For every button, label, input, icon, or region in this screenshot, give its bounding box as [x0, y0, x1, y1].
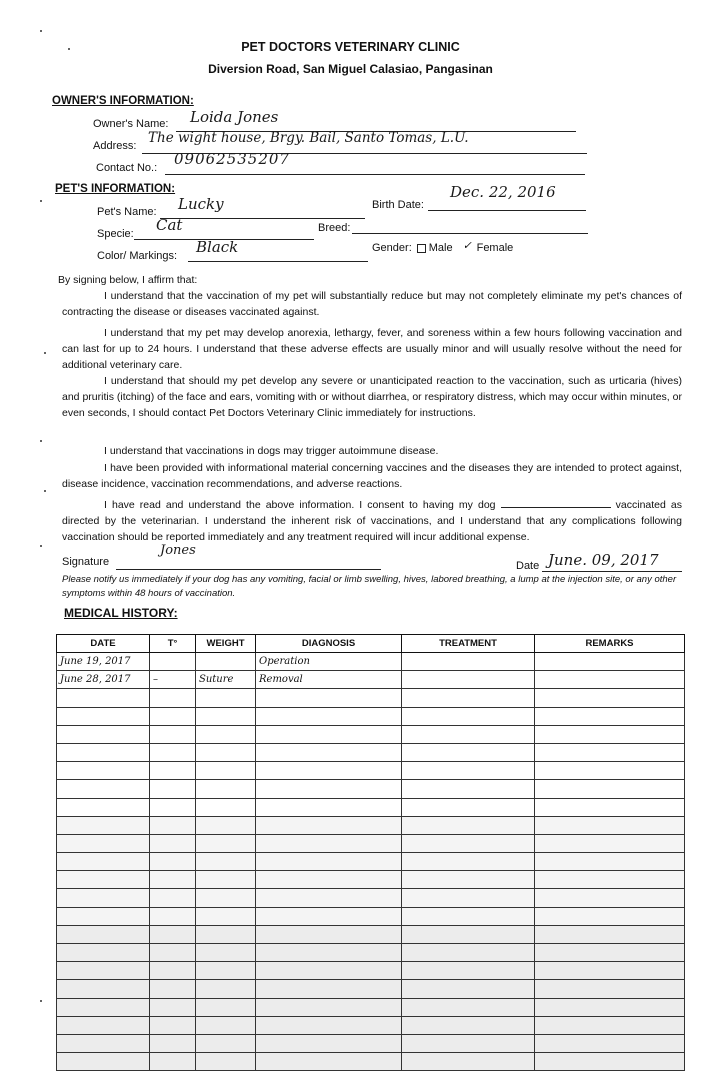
cell-temperature[interactable] — [150, 925, 196, 943]
scan-speck — [40, 200, 42, 202]
cell-diagnosis[interactable] — [256, 780, 402, 798]
cell-date[interactable] — [57, 889, 150, 907]
scan-speck — [40, 30, 42, 32]
cell-remarks[interactable] — [535, 816, 685, 834]
color-label: Color/ Markings: — [97, 250, 178, 262]
consent-paragraph-4: I understand that vaccinations in dogs may trigger autoimmune disease. — [104, 445, 439, 457]
cell-diagnosis[interactable] — [256, 1034, 402, 1052]
scan-speck — [44, 352, 46, 354]
cell-remarks[interactable] — [535, 1034, 685, 1052]
cell-temperature[interactable] — [150, 944, 196, 962]
cell-treatment[interactable] — [402, 998, 535, 1016]
pet-name-label: Pet's Name: — [97, 206, 157, 218]
color-line — [188, 261, 368, 262]
cell-treatment[interactable] — [402, 798, 535, 816]
cell-date[interactable] — [57, 762, 150, 780]
cell-remarks[interactable] — [535, 925, 685, 943]
consent-paragraph-6 — [62, 497, 682, 545]
cell-weight[interactable] — [196, 689, 256, 707]
consent-intro: By signing below, I affirm that: — [58, 274, 198, 286]
cell-weight[interactable] — [196, 1034, 256, 1052]
clinic-address: Diversion Road, San Miguel Calasiao, Pangasinan — [208, 62, 493, 76]
cell-diagnosis[interactable] — [256, 907, 402, 925]
owner-name-label: Owner's Name: — [93, 118, 169, 130]
date-label: Date — [516, 560, 540, 572]
signature-label: Signature — [62, 556, 110, 568]
notice-text: Please notify us immediately if your dog has any vomiting, facial or limb swelling, hives, labored breathing, a lump at the injection site, or any other symptoms within 48 hours of vaccination. — [62, 574, 677, 599]
cell-diagnosis[interactable] — [256, 1016, 402, 1034]
signature-value[interactable]: Jones — [160, 543, 196, 558]
cell-temperature[interactable] — [150, 907, 196, 925]
cell-treatment[interactable] — [402, 1053, 535, 1071]
cell-remarks[interactable] — [535, 871, 685, 889]
cell-weight[interactable] — [196, 853, 256, 871]
cell-remarks[interactable] — [535, 834, 685, 852]
cell-diagnosis[interactable] — [256, 925, 402, 943]
cell-treatment[interactable] — [402, 944, 535, 962]
cell-diagnosis[interactable] — [256, 762, 402, 780]
cell-remarks[interactable] — [535, 798, 685, 816]
cell-remarks[interactable] — [535, 762, 685, 780]
column-header-weight: WEIGHT — [196, 635, 256, 653]
table-row — [57, 962, 685, 980]
date-line — [542, 571, 682, 572]
cell-treatment[interactable] — [402, 871, 535, 889]
cell-remarks[interactable] — [535, 1053, 685, 1071]
female-check-mark[interactable]: ✓ — [462, 240, 472, 252]
contact-value[interactable]: 09062535207 — [174, 150, 290, 168]
cell-treatment[interactable] — [402, 671, 535, 689]
cell-temperature[interactable] — [150, 1016, 196, 1034]
table-row — [57, 980, 685, 998]
cell-weight[interactable] — [196, 762, 256, 780]
scan-speck — [40, 1000, 42, 1002]
cell-temperature[interactable] — [150, 743, 196, 761]
cell-remarks[interactable] — [535, 689, 685, 707]
male-label: Male — [428, 242, 453, 254]
cell-treatment[interactable] — [402, 1016, 535, 1034]
consent-paragraph-1: I understand that the vaccination of my pet will substantially reduce but may not completely eliminate my pet's chances of contracting the disease or diseases vaccinated against. — [62, 290, 682, 318]
cell-weight[interactable] — [196, 889, 256, 907]
cell-weight[interactable] — [196, 653, 256, 671]
table-row — [57, 780, 685, 798]
cell-diagnosis[interactable] — [256, 871, 402, 889]
table-row — [57, 889, 685, 907]
table-header-row — [57, 635, 685, 653]
cell-diagnosis[interactable] — [256, 743, 402, 761]
cell-date[interactable] — [57, 743, 150, 761]
cell-temperature[interactable] — [150, 780, 196, 798]
color-value[interactable]: Black — [196, 238, 239, 256]
dog-name-blank[interactable] — [501, 497, 611, 508]
cell-weight[interactable] — [196, 998, 256, 1016]
cell-weight[interactable] — [196, 1016, 256, 1034]
table-row — [57, 671, 685, 689]
cell-weight[interactable]: Suture — [196, 671, 256, 689]
cell-temperature[interactable] — [150, 762, 196, 780]
cell-date[interactable] — [57, 944, 150, 962]
table-row — [57, 762, 685, 780]
cell-diagnosis[interactable] — [256, 998, 402, 1016]
cell-date[interactable] — [57, 816, 150, 834]
cell-diagnosis[interactable] — [256, 816, 402, 834]
cell-date[interactable]: June 19, 2017 — [57, 653, 150, 671]
cell-remarks[interactable] — [535, 707, 685, 725]
cell-weight[interactable] — [196, 944, 256, 962]
cell-remarks[interactable] — [535, 889, 685, 907]
contact-line — [165, 174, 585, 175]
cell-treatment[interactable] — [402, 762, 535, 780]
scan-speck — [40, 545, 42, 547]
signature-line — [116, 569, 381, 570]
owner-name-value[interactable]: Loida Jones — [190, 108, 279, 126]
cell-date[interactable] — [57, 907, 150, 925]
cell-remarks[interactable] — [535, 962, 685, 980]
cell-temperature[interactable] — [150, 707, 196, 725]
cell-remarks[interactable] — [535, 944, 685, 962]
table-row — [57, 725, 685, 743]
cell-date[interactable] — [57, 1053, 150, 1071]
cell-remarks[interactable] — [535, 980, 685, 998]
cell-treatment[interactable] — [402, 834, 535, 852]
cell-weight[interactable] — [196, 816, 256, 834]
birth-date-label: Birth Date: — [372, 199, 424, 211]
table-row — [57, 743, 685, 761]
cell-remarks[interactable] — [535, 725, 685, 743]
cell-diagnosis[interactable] — [256, 889, 402, 907]
cell-date[interactable] — [57, 998, 150, 1016]
medical-section-title: MEDICAL HISTORY: — [64, 606, 178, 620]
pet-name-line — [160, 218, 365, 219]
cell-treatment[interactable] — [402, 780, 535, 798]
cell-treatment[interactable] — [402, 853, 535, 871]
specie-value[interactable]: Cat — [156, 216, 183, 234]
cell-date[interactable] — [57, 962, 150, 980]
cell-date[interactable]: June 28, 2017 — [57, 671, 150, 689]
cell-weight[interactable] — [196, 798, 256, 816]
cell-diagnosis[interactable]: Removal — [256, 671, 402, 689]
pet-section-title: PET'S INFORMATION: — [55, 183, 176, 195]
date-value[interactable]: June. 09, 2017 — [548, 551, 659, 569]
cell-diagnosis[interactable] — [256, 1053, 402, 1071]
cell-weight[interactable] — [196, 1053, 256, 1071]
consent-paragraph-5: I have been provided with informational material concerning vaccines and the diseases they are intended to protect against, disease incidence, vaccination recommendations, and adverse reactions. — [62, 462, 682, 490]
scan-speck — [44, 490, 46, 492]
cell-date[interactable] — [57, 798, 150, 816]
table-row — [57, 653, 685, 671]
cell-remarks[interactable] — [535, 1016, 685, 1034]
table-row — [57, 798, 685, 816]
cell-date[interactable] — [57, 1034, 150, 1052]
breed-label: Breed: — [318, 222, 351, 234]
column-header-treatment: TREATMENT — [402, 635, 535, 653]
cell-diagnosis[interactable] — [256, 962, 402, 980]
birth-date-line — [428, 210, 586, 211]
consent-p6-end: vaccinated as directed by the veterinarian. I understand the inherent risk of vaccinations, and I understand that any complications following vaccination should be reported immediately and any treatment required will incur additional expense. — [62, 499, 682, 543]
cell-weight[interactable] — [196, 871, 256, 889]
medical-history-table — [56, 634, 685, 1071]
cell-date[interactable] — [57, 689, 150, 707]
column-header-remarks: REMARKS — [535, 635, 685, 653]
cell-treatment[interactable] — [402, 689, 535, 707]
scan-speck — [40, 440, 42, 442]
owner-section-title: OWNER'S INFORMATION: — [52, 95, 194, 107]
cell-weight[interactable] — [196, 743, 256, 761]
cell-weight[interactable] — [196, 725, 256, 743]
cell-treatment[interactable] — [402, 962, 535, 980]
table-row — [57, 1034, 685, 1052]
cell-treatment[interactable] — [402, 743, 535, 761]
cell-temperature[interactable] — [150, 816, 196, 834]
cell-diagnosis[interactable] — [256, 725, 402, 743]
cell-temperature[interactable] — [150, 962, 196, 980]
table-row — [57, 853, 685, 871]
cell-date[interactable] — [57, 925, 150, 943]
clinic-name: PET DOCTORS VETERINARY CLINIC — [241, 40, 460, 54]
pet-name-value[interactable]: Lucky — [178, 195, 224, 213]
cell-weight[interactable] — [196, 780, 256, 798]
consent-p6-start: I have read and understand the above information. I consent to having my dog — [104, 499, 496, 511]
cell-treatment[interactable] — [402, 889, 535, 907]
cell-remarks[interactable] — [535, 671, 685, 689]
cell-date[interactable] — [57, 980, 150, 998]
cell-temperature[interactable] — [150, 853, 196, 871]
cell-remarks[interactable] — [535, 653, 685, 671]
owner-address-label: Address: — [93, 140, 137, 152]
cell-diagnosis[interactable] — [256, 853, 402, 871]
table-row — [57, 944, 685, 962]
gender-group — [372, 241, 513, 254]
cell-diagnosis[interactable] — [256, 689, 402, 707]
table-row — [57, 689, 685, 707]
table-row — [57, 871, 685, 889]
cell-treatment[interactable] — [402, 816, 535, 834]
cell-temperature[interactable]: – — [150, 671, 196, 689]
cell-temperature[interactable] — [150, 980, 196, 998]
medical-history-rows — [57, 653, 685, 1071]
cell-weight[interactable] — [196, 707, 256, 725]
cell-temperature[interactable] — [150, 653, 196, 671]
table-row — [57, 834, 685, 852]
cell-temperature[interactable] — [150, 725, 196, 743]
cell-treatment[interactable] — [402, 707, 535, 725]
table-row — [57, 925, 685, 943]
cell-weight[interactable] — [196, 925, 256, 943]
cell-diagnosis[interactable] — [256, 834, 402, 852]
cell-remarks[interactable] — [535, 907, 685, 925]
column-header-date: DATE — [57, 635, 150, 653]
consent-paragraph-2: I understand that my pet may develop anorexia, lethargy, fever, and soreness within a few hours following vaccination and can last for up to 24 hours. I understand that these adverse effects are usually minor and will usually resolve without the need for additional veterinary care. — [62, 327, 682, 371]
birth-date-value[interactable]: Dec. 22, 2016 — [450, 183, 556, 201]
cell-weight[interactable] — [196, 962, 256, 980]
table-row — [57, 816, 685, 834]
table-row — [57, 907, 685, 925]
cell-date[interactable] — [57, 707, 150, 725]
cell-treatment[interactable] — [402, 980, 535, 998]
cell-temperature[interactable] — [150, 798, 196, 816]
cell-diagnosis[interactable] — [256, 944, 402, 962]
specie-label: Specie: — [97, 228, 134, 240]
cell-treatment[interactable] — [402, 1034, 535, 1052]
column-header-temperature: T° — [150, 635, 196, 653]
cell-diagnosis[interactable] — [256, 980, 402, 998]
cell-weight[interactable] — [196, 980, 256, 998]
cell-temperature[interactable] — [150, 998, 196, 1016]
cell-date[interactable] — [57, 871, 150, 889]
cell-treatment[interactable] — [402, 925, 535, 943]
cell-weight[interactable] — [196, 834, 256, 852]
breed-line — [352, 233, 588, 234]
contact-label: Contact No.: — [96, 162, 158, 174]
cell-date[interactable] — [57, 1016, 150, 1034]
cell-date[interactable] — [57, 853, 150, 871]
female-label: Female — [476, 242, 514, 254]
cell-remarks[interactable] — [535, 853, 685, 871]
cell-treatment[interactable] — [402, 907, 535, 925]
cell-weight[interactable] — [196, 907, 256, 925]
male-checkbox[interactable] — [417, 244, 426, 253]
scan-speck — [68, 48, 70, 50]
cell-temperature[interactable] — [150, 871, 196, 889]
cell-date[interactable] — [57, 834, 150, 852]
cell-remarks[interactable] — [535, 780, 685, 798]
column-header-diagnosis: DIAGNOSIS — [256, 635, 402, 653]
gender-label: Gender: — [372, 242, 412, 254]
cell-date[interactable] — [57, 780, 150, 798]
table-row — [57, 1053, 685, 1071]
cell-temperature[interactable] — [150, 689, 196, 707]
table-row — [57, 707, 685, 725]
table-row — [57, 998, 685, 1016]
cell-temperature[interactable] — [150, 889, 196, 907]
cell-temperature[interactable] — [150, 1034, 196, 1052]
cell-remarks[interactable] — [535, 998, 685, 1016]
cell-diagnosis[interactable] — [256, 707, 402, 725]
cell-treatment[interactable] — [402, 653, 535, 671]
owner-address-value[interactable]: The wight house, Brgy. Bail, Santo Tomas, L.U. — [148, 130, 469, 146]
cell-temperature[interactable] — [150, 1053, 196, 1071]
cell-diagnosis[interactable] — [256, 798, 402, 816]
cell-remarks[interactable] — [535, 743, 685, 761]
table-row — [57, 1016, 685, 1034]
cell-date[interactable] — [57, 725, 150, 743]
consent-paragraph-3: I understand that should my pet develop any severe or unanticipated reaction to the vaccination, such as urticaria (hives) and pruritis (itching) of the face and ears, vomiting with or without diarrhea, or respiratory distress, which may occur within minutes, or even seconds, I should contact Pet Doctors Veterinary Clinic immediately for instructions. — [62, 375, 682, 419]
cell-treatment[interactable] — [402, 725, 535, 743]
cell-temperature[interactable] — [150, 834, 196, 852]
cell-diagnosis[interactable]: Operation — [256, 653, 402, 671]
